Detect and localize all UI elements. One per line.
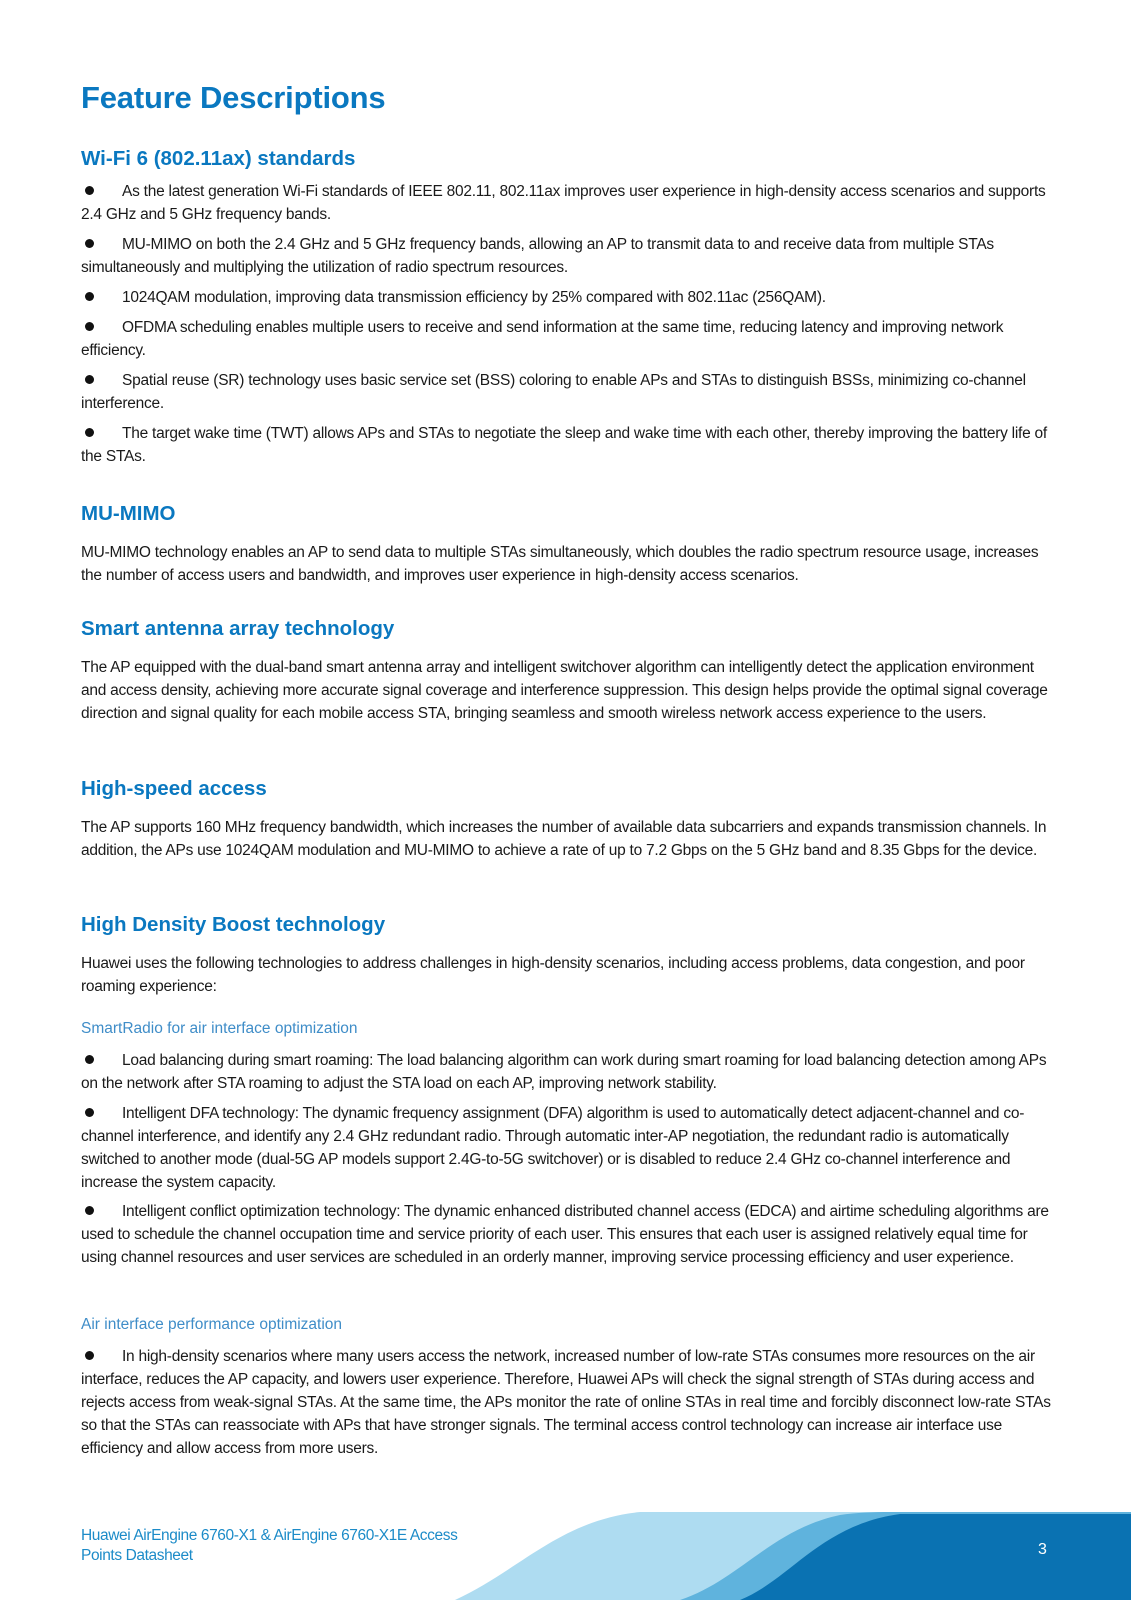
bullet-icon — [85, 322, 94, 331]
bullet-icon — [85, 1351, 94, 1360]
list-item: 1024QAM modulation, improving data transmission efficiency by 25% compared with 802.11ac (256QAM). — [81, 286, 1051, 309]
footer-document-title — [81, 1526, 457, 1566]
list-item: MU-MIMO on both the 2.4 GHz and 5 GHz frequency bands, allowing an AP to transmit data to and receive data from multiple STAs simultaneously and multiplying the utilization of radio spectrum resources. — [81, 236, 994, 276]
bullet-icon — [85, 375, 94, 384]
footer-line-2: Points Datasheet — [81, 1547, 193, 1564]
section-title-smart-antenna: Smart antenna array technology — [81, 617, 395, 640]
page-title: Feature Descriptions — [81, 80, 386, 115]
bullet-icon — [85, 239, 94, 248]
bullet-icon — [85, 1055, 94, 1064]
footer-line-1: Huawei AirEngine 6760-X1 & AirEngine 6760-X1E Access — [81, 1527, 458, 1544]
bullet-icon — [85, 1108, 94, 1117]
list-item: In high-density scenarios where many users access the network, increased number of low-rate STAs consumes more resources on the air interface, reduces the AP capacity, and lowers user experience. Therefore, Huawei APs will check the signal strength of STAs during access and rejects access from weak-signal STAs. At the same time, the APs monitor the rate of online STAs in real time and forcibly disconnect low-rate STAs so that the STAs can reassociate with APs that have stronger signals. The terminal access control technology can increase air interface use efficiency and allow access from more users. — [81, 1348, 1051, 1457]
section-title-wifi6: Wi-Fi 6 (802.11ax) standards — [81, 147, 356, 170]
bullet-icon — [85, 428, 94, 437]
subsection-title-smartradio: SmartRadio for air interface optimization — [81, 1020, 358, 1037]
bullet-icon — [85, 292, 94, 301]
section-body-high-density: Huawei uses the following technologies to address challenges in high-density scenarios, including access problems, data congestion, and poor roaming experience: — [81, 955, 1025, 995]
list-item: As the latest generation Wi-Fi standards of IEEE 802.11, 802.11ax improves user experience in high-density access scenarios and supports 2.4 GHz and 5 GHz frequency bands. — [81, 183, 1046, 223]
section-body-high-speed: The AP supports 160 MHz frequency bandwidth, which increases the number of available data subcarriers and expands transmission channels. In addition, the APs use 1024QAM modulation and MU-MIMO to achieve a rate of up to 7.2 Gbps on the 5 GHz band and 8.35 Gbps for the device. — [81, 819, 1047, 859]
list-item: Intelligent conflict optimization technology: The dynamic enhanced distributed channel access (EDCA) and airtime scheduling algorithms are used to schedule the channel occupation time and service priority of each user. This ensures that each user is assigned relatively equal time for using channel resources and user services are scheduled in an orderly manner, improving service processing efficiency and user experience. — [81, 1203, 1049, 1266]
bullet-icon — [85, 186, 94, 195]
section-body-smart-antenna: The AP equipped with the dual-band smart antenna array and intelligent switchover algorithm can intelligently detect the application environment and access density, achieving more accurate signal coverage and interference suppression. This design helps provide the optimal signal coverage direction and signal quality for each mobile access STA, bringing seamless and smooth wireless network access experience to the users. — [81, 659, 1048, 722]
list-item: OFDMA scheduling enables multiple users to receive and send information at the same time, reducing latency and improving network efficiency. — [81, 319, 1004, 359]
list-item: The target wake time (TWT) allows APs and STAs to negotiate the sleep and wake time with each other, thereby improving the battery life of the STAs. — [81, 425, 1047, 465]
list-item: Intelligent DFA technology: The dynamic frequency assignment (DFA) algorithm is used to automatically detect adjacent-channel and co-channel interference, and identify any 2.4 GHz redundant radio. Through automatic inter-AP negotiation, the redundant radio is automatically switched to another mode (dual-5G AP models support 2.4G-to-5G switchover) or is disabled to reduce 2.4 GHz co-channel interference and increase the system capacity. — [81, 1105, 1025, 1191]
section-title-high-density: High Density Boost technology — [81, 913, 386, 936]
section-body-mu-mimo: MU-MIMO technology enables an AP to send data to multiple STAs simultaneously, which doubles the radio spectrum resource usage, increases the number of access users and bandwidth, and improves user experience in high-density access scenarios. — [81, 544, 1039, 584]
bullet-icon — [85, 1206, 94, 1215]
page-number: 3 — [1038, 1541, 1047, 1558]
list-item: Spatial reuse (SR) technology uses basic service set (BSS) coloring to enable APs and STAs to distinguish BSSs, minimizing co-channel interference. — [81, 372, 1026, 412]
section-title-high-speed: High-speed access — [81, 777, 267, 800]
section-title-mu-mimo: MU-MIMO — [81, 502, 176, 525]
list-item: Load balancing during smart roaming: The load balancing algorithm can work during smart roaming for load balancing detection among APs on the network after STA roaming to adjust the STA load on each AP, improving network stability. — [81, 1052, 1047, 1092]
subsection-title-air-interface: Air interface performance optimization — [81, 1316, 343, 1333]
